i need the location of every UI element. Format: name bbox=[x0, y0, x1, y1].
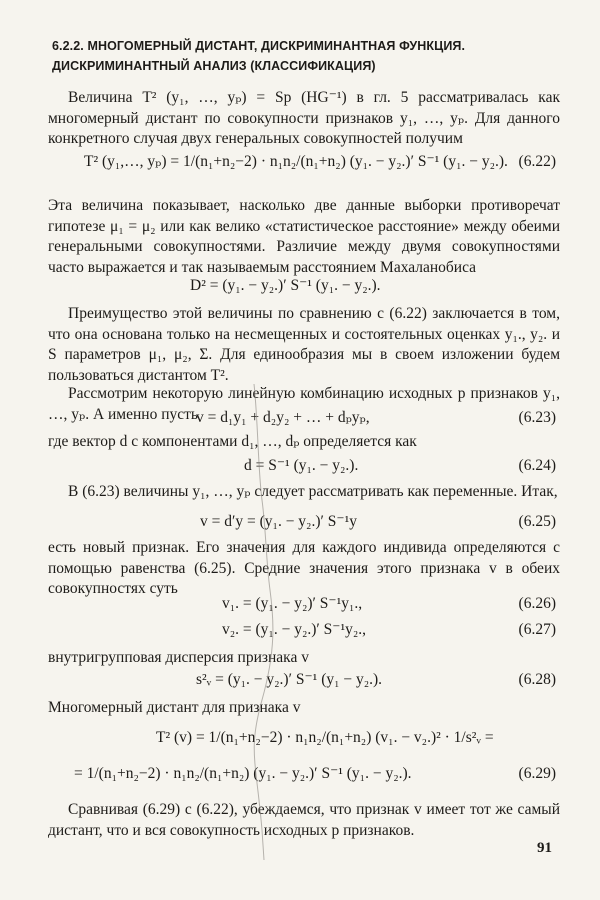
paragraph-1: Величина T² (y₁, …, yₚ) = Sp (HG⁻¹) в гл. 5 рассматривалась как многомерный дистант по совокупности признаков y₁, …, yₚ. Для данного конкретного случая двух генеральных совокупностей получим bbox=[48, 89, 560, 147]
paragraph-6: В (6.23) величины y₁, …, yₚ следует рассматривать как переменные. Итак, bbox=[68, 483, 558, 500]
equation-6-26: v₁. = (y₁. − y₂)′ S⁻¹y₁., bbox=[222, 595, 363, 612]
equation-number-6-23: (6.23) bbox=[518, 409, 556, 426]
paragraph-8: внутригрупповая дисперсия признака v bbox=[48, 649, 309, 666]
equation-number-6-22: (6.22) bbox=[518, 153, 556, 170]
equation-6-22: T² (y₁,…, yₚ) = 1/(n₁+n₂−2) · n₁n₂/(n₁+n₂) (y₁. − y₂.)′ S⁻¹ (y₁. − y₂.). bbox=[84, 153, 508, 170]
equation-number-6-26: (6.26) bbox=[518, 595, 556, 612]
paragraph-9: Многомерный дистант для признака v bbox=[48, 699, 301, 716]
equation-mahalanobis: D² = (y₁. − y₂.)′ S⁻¹ (y₁. − y₂.). bbox=[190, 277, 381, 294]
equation-number-6-24: (6.24) bbox=[518, 457, 556, 474]
paragraph-2: Эта величина показывает, насколько две данные выборки противоречат гипотезе μ₁ = μ₂ или как велико «статистическое расстояние» между обеими генеральными совокупностями. Различие между двумя совокупностями часто выражается и так называемым расстоянием Махаланобиса bbox=[48, 197, 560, 276]
equation-6-23: v = d₁y₁ + d₂y₂ + … + dₚyₚ, bbox=[196, 409, 370, 426]
equation-6-29-line-2: = 1/(n₁+n₂−2) · n₁n₂/(n₁+n₂) (y₁. − y₂.)′ S⁻¹ (y₁. − y₂.). bbox=[74, 765, 412, 782]
paragraph-10: Сравнивая (6.29) с (6.22), убеждаемся, что признак v имеет тот же самый дистант, что и вся совокупность исходных p признаков. bbox=[48, 801, 560, 839]
equation-number-6-25: (6.25) bbox=[518, 513, 556, 530]
equation-6-28: s²ᵥ = (y₁. − y₂.)′ S⁻¹ (y₁ − y₂.). bbox=[196, 671, 383, 688]
section-heading: 6.2.2. МНОГОМЕРНЫЙ ДИСТАНТ, ДИСКРИМИНАНТНАЯ ФУНКЦИЯ. ДИСКРИМИНАНТНЫЙ АНАЛИЗ (КЛАССИФИКАЦИЯ) bbox=[52, 39, 466, 73]
equation-6-24: d = S⁻¹ (y₁. − y₂.). bbox=[244, 457, 359, 474]
equation-number-6-27: (6.27) bbox=[518, 621, 556, 638]
equation-6-25: v = d′y = (y₁. − y₂.)′ S⁻¹y bbox=[200, 513, 357, 530]
equation-number-6-28: (6.28) bbox=[518, 671, 556, 688]
paragraph-5: где вектор d с компонентами d₁, …, dₚ определяется как bbox=[48, 433, 417, 450]
paragraph-3: Преимущество этой величины по сравнению с (6.22) заключается в том, что она основана только на несмещенных и состоятельных оценках y₁., y₂. и S параметров μ₁, μ₂, Σ. Для единообразия мы в своем изложении будем пользоваться дистантом T². bbox=[48, 305, 560, 384]
equation-number-6-29: (6.29) bbox=[518, 765, 556, 782]
equation-6-27: v₂. = (y₁. − y₂.)′ S⁻¹y₂., bbox=[222, 621, 367, 638]
paragraph-7: есть новый признак. Его значения для каждого индивида определяются с помощью равенства (6.25). Средние значения этого признака v в обеих совокупностях суть bbox=[48, 539, 560, 597]
page-number: 91 bbox=[537, 840, 552, 856]
paragraph-4: Рассмотрим некоторую линейную комбинацию исходных p признаков y₁, …, yₚ. А именно пусть bbox=[48, 385, 560, 423]
equation-6-29-line-1: T² (v) = 1/(n₁+n₂−2) · n₁n₂/(n₁+n₂) (v₁. − v₂.)² · 1/s²ᵥ = bbox=[156, 729, 494, 746]
